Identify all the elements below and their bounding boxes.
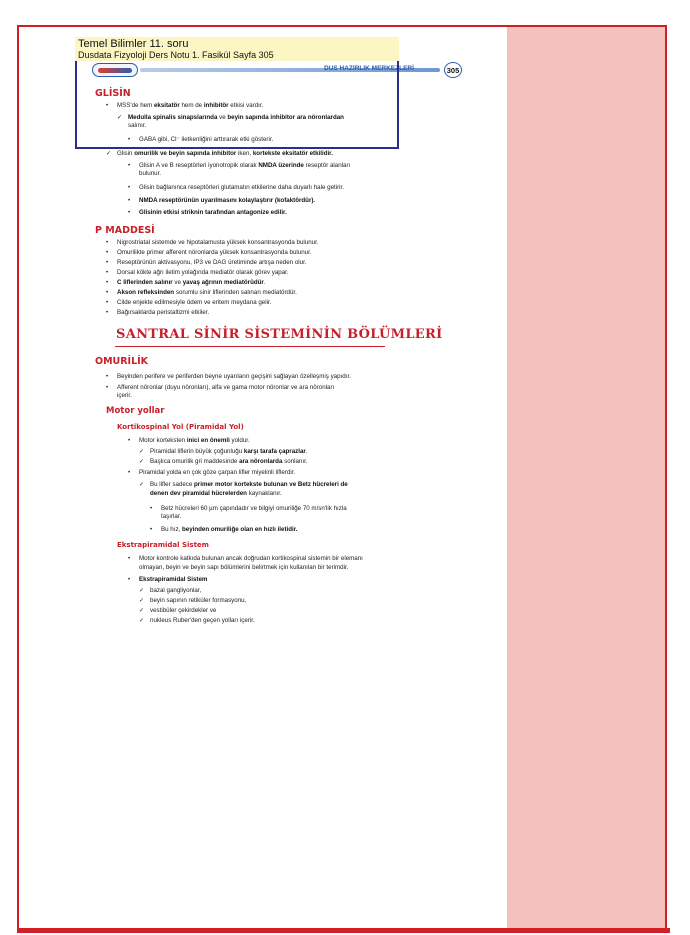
glisin-line-2b: salınır.	[128, 122, 147, 129]
ekstra-item-2: beyin sapının retiküler formasyonu,	[150, 597, 247, 604]
check-icon: ✓	[139, 607, 145, 614]
p-line-8: Bağırsaklarda peristaltizmi etkiler.	[117, 309, 210, 316]
ekstra-item-1: bazal gangliyonlar,	[150, 587, 202, 594]
bullet: •	[128, 162, 131, 169]
annotation-label	[75, 37, 399, 61]
check-icon: ✓	[139, 458, 145, 465]
motor-line-6: Betz hücreleri 60 µm çapındadır ve bilgiyi omuriliğe 70 m/sn'lik hızla	[161, 505, 347, 512]
check-icon: ✓	[106, 150, 112, 157]
subsection-title-motor: Motor yollar	[106, 406, 165, 416]
omurilik-line-2: Afferent nöronlar (duyu nöronları), alfa ve gama motor nöronlar ve ara nöronları	[117, 384, 335, 391]
glisin-line-4: Glisin omurilik ve beyin sapında inhibitor iken, kortekste eksitatör etkilidir.	[117, 150, 333, 157]
ekstra-line-1: Motor kontrole katkıda bulunan ancak doğrudan kortikospinal sistemin bir elemanı	[139, 555, 363, 562]
page-frame	[17, 25, 667, 930]
motor-line-3: Başlıca omurilik gri maddesinde ara nöronlarda sonlanır.	[150, 458, 308, 465]
section-title-omurilik: OMURİLİK	[95, 356, 149, 367]
bullet: •	[106, 309, 109, 316]
bullet: •	[106, 373, 109, 380]
glisin-line-7: NMDA reseptörünün uyarılmasını kolaylaştırır (kofaktördür).	[139, 197, 316, 204]
section-title-glisin: GLİSİN	[95, 88, 131, 99]
ekstra-line-2: Ekstrapiramidal Sistem	[139, 576, 208, 583]
motor-line-2: Piramidal liflerin büyük çoğunluğu karşı tarafa çaprazlar.	[150, 448, 308, 455]
glisin-line-3: GABA gibi, Cl⁻ iletkenliğini arttırarak etki gösterir.	[139, 136, 274, 143]
header-text: DUS HAZIRLIK MERKEZLERİ	[324, 65, 414, 72]
bullet: •	[128, 209, 131, 216]
glisin-line-2: Medulla spinalis sinapslarında ve beyin sapında inhibitor ara nöronlardan	[128, 114, 344, 121]
bullet: •	[128, 197, 131, 204]
bullet: •	[106, 289, 109, 296]
bullet: •	[150, 505, 153, 512]
bullet: •	[128, 576, 131, 583]
bullet: •	[106, 279, 109, 286]
annotation-line-1: Temel Bilimler 11. soru	[78, 38, 189, 50]
bullet: •	[106, 102, 109, 109]
motor-line-4: Piramidal yolda en çok göze çarpan lifler miyelinli liflerdir.	[139, 469, 296, 476]
bullet: •	[150, 526, 153, 533]
p-line-4: Dorsal kökte ağrı iletim yolağında mediatör olarak görev yapar.	[117, 269, 289, 276]
bullet: •	[106, 259, 109, 266]
page-number-badge: 305	[444, 62, 462, 78]
chapter-title: SANTRAL SİNİR SİSTEMİNİN BÖLÜMLERİ	[116, 327, 443, 342]
p-line-2: Omurilikte primer afferent nöronlarda yüksek konsantrasyonda bulunur.	[117, 249, 312, 256]
check-icon: ✓	[117, 114, 123, 121]
p-line-6: Akson refleksinden sorumlu sinir liflerinden salınan mediatördür.	[117, 289, 297, 296]
bullet: •	[128, 136, 131, 143]
motor-line-1: Motor korteksten inici en önemli yoldur.	[139, 437, 250, 444]
bullet: •	[106, 299, 109, 306]
p-line-5: C liflerinden salınır ve yavaş ağrının mediatörüdür.	[117, 279, 266, 286]
motor-line-5: Bu lifler sadece primer motor kortekste bulunan ve Betz hücreleri de	[150, 481, 348, 488]
bullet: •	[106, 239, 109, 246]
p-line-7: Cilde enjekte edilmesiyle ödem ve eritem meydana gelir.	[117, 299, 272, 306]
bullet: •	[106, 269, 109, 276]
check-icon: ✓	[139, 481, 145, 488]
check-icon: ✓	[139, 587, 145, 594]
motor-line-6b: taşırlar.	[161, 513, 182, 520]
motor-line-7: Bu hız, beyinden omuriliğe olan en hızlı iletidir.	[161, 526, 298, 533]
subsection-title-ekstrapiramidal: Ekstrapiramidal Sistem	[117, 541, 209, 549]
check-icon: ✓	[139, 448, 145, 455]
omurilik-line-1: Beyinden perifere ve periferden beyne uyarıların geçişini sağlayan özelleşmiş yapıdır.	[117, 373, 351, 380]
bottom-border	[17, 928, 670, 933]
check-icon: ✓	[139, 597, 145, 604]
motor-line-5b: denen dev piramidal hücrelerden kaynaklanır.	[150, 490, 282, 497]
bullet: •	[128, 469, 131, 476]
p-line-1: Nigrostriatal sistemde ve hipotalamusta yüksek konsantrasyonda bulunur.	[117, 239, 319, 246]
subsection-title-kortikospinal: Kortikospinal Yol (Piramidal Yol)	[117, 423, 244, 431]
check-icon: ✓	[139, 617, 145, 624]
ekstra-line-1b: olmayan, beyin ve beyin sapı bölümlerini belirtmek için kullanılan bir terimdir.	[139, 564, 349, 571]
glisin-line-5b: bulunur.	[139, 170, 162, 177]
bullet: •	[106, 384, 109, 391]
omurilik-line-2b: içerir.	[117, 392, 132, 399]
glisin-line-8: Glisinin etkisi striknin tarafından antagonize edilir.	[139, 209, 287, 216]
bullet: •	[128, 555, 131, 562]
glisin-line-5: Glisin A ve B reseptörleri iyonotropik olarak NMDA üzerinde reseptör alanları	[139, 162, 351, 169]
glisin-line-1: MSS'de hem eksitatör hem de inhibitör etkisi vardır.	[117, 102, 264, 109]
section-title-p-maddesi: P MADDESİ	[95, 225, 155, 236]
chapter-title-rule	[115, 346, 385, 347]
ekstra-item-4: nukleus Ruber'den geçen yolları içerir.	[150, 617, 255, 624]
bullet: •	[106, 249, 109, 256]
bullet: •	[128, 437, 131, 444]
p-line-3: Reseptörünün aktivasyonu, IP3 ve DAG üretiminde artışa neden olur.	[117, 259, 307, 266]
annotation-line-2: Dusdata Fizyoloji Ders Notu 1. Fasikül Sayfa 305	[78, 50, 274, 60]
ekstra-item-3: vestibüler çekirdekler ve	[150, 607, 217, 614]
glisin-line-6: Glisin bağlanınca reseptörleri glutamatın etkilerine daha duyarlı hale getirir.	[139, 184, 344, 191]
bullet: •	[128, 184, 131, 191]
